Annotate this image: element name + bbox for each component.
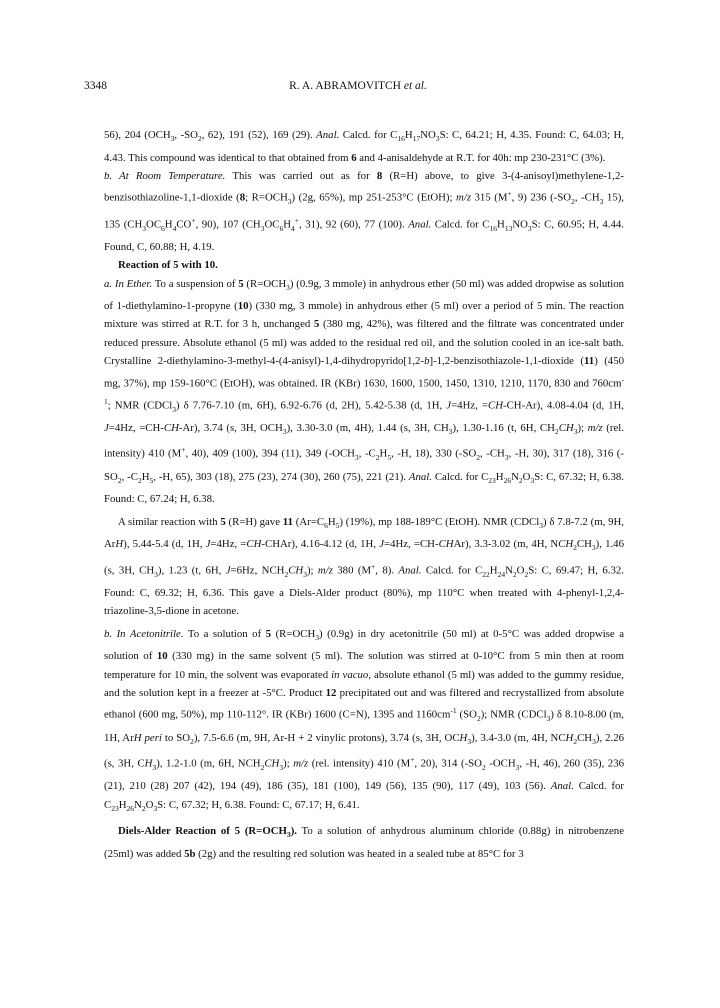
paragraph: b. In Acetonitrile. To a solution of 5 $(R=OCH_3)$ (0.9g) in dry acetonitrile (50 ml) at 0-5°C was added dropwise a solution of 10 (330 mg) in the same solvent (5 ml). The solution was stirred at 0-10°C from 5 min then at room temperature for 10 min, the solvent was evaporated in vacuo, absolute ethanol (5 ml) was added to the gummy residue, and the solution kept in a freezer at -5°C. Product 12 precipitated out and was filtered and recrystallized from absolute ethanol (600 mg, 50%), mp 110-112°. IR (KBr) 1600 (C=N), 1395 and $1160cm^{-1}$ $(SO_2)$; NMR (CDCl$_3$) δ 8.10-8.00 (m, 1H, ArH peri to $SO_2$), 7.5-6.6 (m, 9H, Ar-H + 2 vinylic protons), 3.74 (s, 3H, $OCH_3$), 3.4-3.0 (m, 4H, $NCH_2CH_3$), 2.26 (s, 3H, $CH_3$), 1.2-1.0 (m, 6H, $NCH_2CH_3$); m/z (rel. intensity) 410 (M+, 20), 314 ($-SO_2$ $-OCH_3$, -H, 46), 260 (35), 236 (21), 210 (28) 207 (42), 194 (49), 186 (35), 181 (100), 149 (56), 135 (90), 117 (49), 103 (56). Anal. Calcd. for $C_{23}H_{26}N_2O_3S$: C, 67.32; H, 6.38. Found: C, 67.17; H, 6.41. bbox=[104, 627, 625, 813]
page-header bbox=[84, 80, 632, 98]
body-text bbox=[104, 126, 624, 863]
paragraph: a. In Ether. To a suspension of 5 $(R=OCH_3)$ (0.9g, 3 mmole) in anhydrous ether (50 ml) was added dropwise as solution of 1-diethylamino-1-propyne (10) (330 mg, 3 mmole) in anhydrous ether (5 ml) over a period of 5 min. The reaction mixture was stirred at R.T. for 3 h, unchanged 5 (380 mg, 42%), was filtered and the filtrate was concentrated under reduced pressure. Absolute ethanol (5 ml) was added to the residual red oil, and the solution cooled in an ice-salt bath. Crystalline 2-diethylamino-3-methyl-4-(4-anisyl)-1,4-dihydropyrido[1,2-b]-1,2-benzisothiazole-1,1-dioxide (11) (450 mg, 37%), mp 159-160°C (EtOH), was obtained. IR (KBr) 1630, 1600, 1500, 1450, 1310, 1210, 1170, 830 and $760cm^{-1}$; NMR (CDCl$_3$) δ 7.76-7.10 (m, 6H), 6.92-6.76 (d, 2H), 5.42-5.38 (d, 1H, J=4Hz, =CH-CH-Ar), 4.08-4.04 (d, 1H, J=4Hz, =CH-CH-Ar), 3.74 (s, 3H, $OCH_3$), 3.30-3.0 (m, 4H), 1.44 (s, 3H, $CH_3$), 1.30-1.16 (t, 6H, $CH_2CH_3$); m/z (rel. intensity) 410 (M+, 40), 409 (100), 394 (11), 349 ($-OCH_3$, $-C_2H_5$, -H, 18), 330 ($-SO_2$, $-CH_3$, -H, 30), 317 (18), 316 ($-SO_2$, $-C_2H_5$, -H, 65), 303 (18), 275 (23), 274 (30), 260 (75), 221 (21). Anal. Calcd. for $C_{23}H_{26}N_2O_3S$: C, 67.32; H, 6.38. Found: C, 67.24; H, 6.38. bbox=[104, 277, 625, 506]
section-heading: Reaction of 5 with 10. bbox=[118, 259, 218, 272]
paragraph: 56), 204 ($OCH_3$, $-SO_2$, 62), 191 (52), 169 (29). Anal. Calcd. for $C_{16}H_{17}NO_3S$: C, 64.21; H, 4.35. Found: C, 64.03; H, 4.43. This compound was identical to that obtained from 6 and 4-anisaldehyde at R.T. for 40h: mp 230-231°C (3%). bbox=[104, 129, 624, 164]
running-head: R. A. ABRAMOVITCH et al. bbox=[289, 80, 427, 92]
section-heading: Diels-Alder Reaction of 5 $(R=OCH_3)$. bbox=[118, 825, 297, 840]
paragraph: A similar reaction with 5 (R=H) gave 11 $(Ar=C_6H_5)$ (19%), mp 188-189°C (EtOH). NMR (CDCl$_3$) δ 7.8-7.2 (m, 9H, ArH), 5.44-5.4 (d, 1H, J=4Hz, =CH-CHAr), 4.16-4.12 (d, 1H, J=4Hz, =CH-CHAr), 3.3-3.02 (m, 4H, $NCH_2CH_3$), 1.46 (s, 3H, $CH_3$), 1.23 (t, 6H, J=6Hz, $NCH_2CH_3$); m/z 380 (M+, 8). Anal. Calcd. for $C_{22}H_{24}N_2O_2S$: C, 69.47; H, 6.32. Found: C, 69.32; H, 6.36. This gave a Diels-Alder product (80%), mp 110°C when treated with 4-phenyl-1,2,4-triazoline-3,5-dione in acetone. bbox=[104, 515, 625, 618]
paragraph: Diels-Alder Reaction of 5 $(R=OCH_3)$. To a solution of anhydrous aluminum chloride (0.88g) in nitrobenzene (25ml) was added 5b (2g) and the resulting red solution was heated in a sealed tube at 85°C for 3 bbox=[104, 825, 624, 860]
page-number: 3348 bbox=[84, 80, 107, 92]
paragraph: b. At Room Temperature. This was carried out as for 8 (R=H) above, to give 3-(4-anisoyl)methylene-1,2-benzisothiazoline-1,1-dioxide (8; $R=OCH_3$) (2g, 65%), mp 251-253°C (EtOH); m/z 315 (M+, 9) 236 ($-SO_2$, $-CH_3$ 15), 135 ($CH_3OC_6H_4CO^+$, 90), 107 ($CH_3OC_6H_4^+$, 31), 92 (60), 77 (100). Anal. Calcd. for $C_{16}H_{13}NO_3S$: C, 60.95; H, 4.44. Found, C, 60.88; H, 4.19. bbox=[104, 169, 625, 253]
